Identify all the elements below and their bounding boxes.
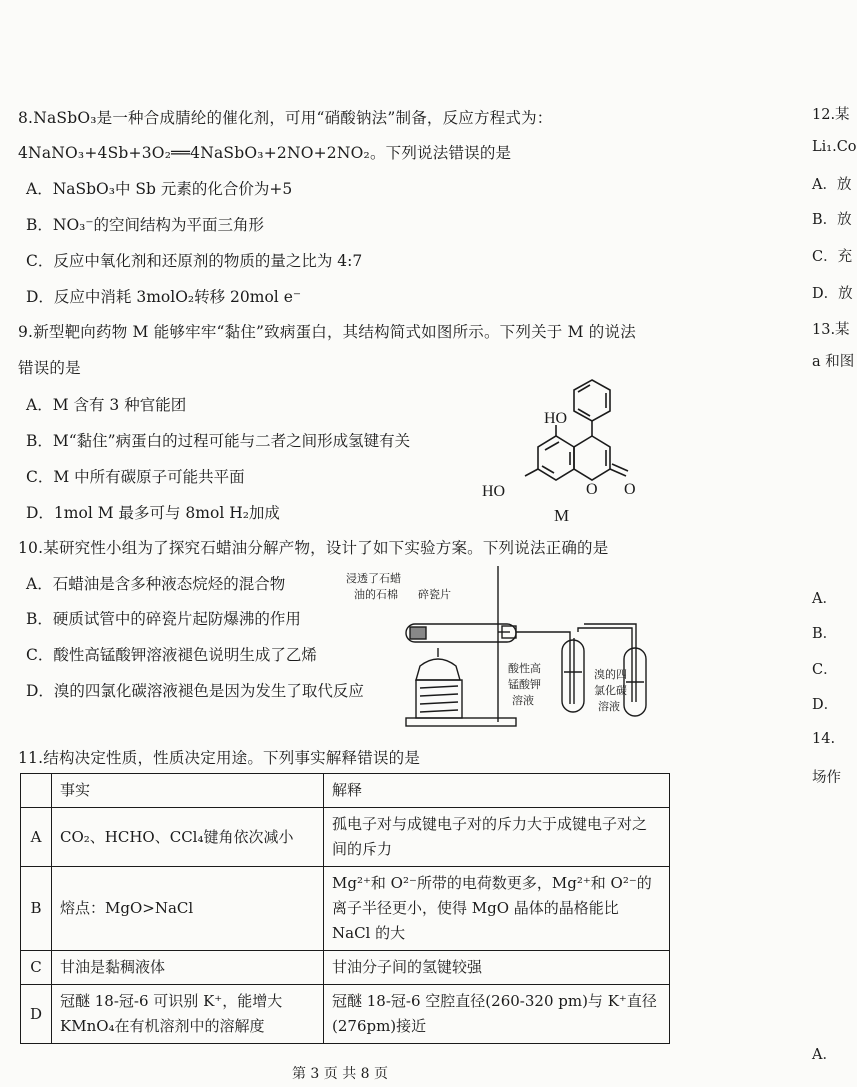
row-fact: 冠醚 18-冠-6 可识别 K⁺，能增大 KMnO₄在有机溶剂中的溶解度 bbox=[52, 985, 324, 1044]
right-fragment: a 和图 bbox=[812, 354, 855, 370]
carbonyl-oxygen-label: O bbox=[624, 481, 636, 498]
right-fragment: B．放 bbox=[812, 212, 852, 228]
right-fragment: A．放 bbox=[812, 177, 852, 193]
table-header-row bbox=[21, 774, 670, 808]
porcelain-label: 碎瓷片 bbox=[418, 588, 451, 601]
row-explain: 孤电子对与成键电子对的斥力大于成键电子对之间的斥力 bbox=[324, 808, 670, 867]
q11-stem: 11.结构决定性质，性质决定用途。下列事实解释错误的是 bbox=[18, 749, 421, 767]
q8-option-a: A．NaSbO₃中 Sb 元素的化合价为+5 bbox=[26, 180, 293, 198]
q9-option-a: A．M 含有 3 种官能团 bbox=[26, 396, 187, 414]
table-row bbox=[21, 951, 670, 985]
right-fragment: A． bbox=[812, 1047, 837, 1063]
table-row bbox=[21, 808, 670, 867]
table-row bbox=[21, 867, 670, 951]
q9-stem-line2: 错误的是 bbox=[18, 359, 81, 377]
q8-stem: 8.NaSbO₃是一种合成腈纶的催化剂，可用“硝酸钠法”制备，反应方程式为： bbox=[18, 109, 553, 127]
right-fragment: D． bbox=[812, 697, 839, 713]
q10-option-a: A．石蜡油是含多种液态烷烃的混合物 bbox=[26, 575, 286, 593]
row-fact: 甘油是黏稠液体 bbox=[52, 951, 324, 985]
right-fragment: 13.某 bbox=[812, 322, 850, 338]
q10-option-d: D．溴的四氯化碳溶液褪色是因为发生了取代反应 bbox=[26, 682, 364, 700]
paraffin-cracking-apparatus bbox=[346, 562, 668, 732]
q9-option-d: D．1mol M 最多可与 8mol H₂加成 bbox=[26, 504, 280, 522]
br2-label-3: 溶液 bbox=[598, 700, 620, 713]
q8-option-b: B．NO₃⁻的空间结构为平面三角形 bbox=[26, 216, 265, 234]
kmno4-tube bbox=[562, 640, 584, 712]
header-explain: 解释 bbox=[324, 774, 670, 808]
right-fragment: C．充 bbox=[812, 249, 853, 265]
right-fragment: 12.某 bbox=[812, 107, 850, 123]
right-fragment: Li₁.Co bbox=[812, 139, 857, 155]
header-fact: 事实 bbox=[52, 774, 324, 808]
stand-base bbox=[406, 718, 516, 726]
q8-equation: 4NaNO₃+4Sb+3O₂══4NaSbO₃+2NO+2NO₂。下列说法错误的是 bbox=[18, 144, 512, 162]
kmno4-label-1: 酸性高 bbox=[508, 662, 541, 675]
row-explain: 甘油分子间的氢键较强 bbox=[324, 951, 670, 985]
row-fact: CO₂、HCHO、CCl₄键角依次减小 bbox=[52, 808, 324, 867]
q8-option-d: D．反应中消耗 3molO₂转移 20mol e⁻ bbox=[26, 288, 302, 306]
q9-option-c: C．M 中所有碳原子可能共平面 bbox=[26, 468, 245, 486]
q10-stem: 10.某研究性小组为了探究石蜡油分解产物，设计了如下实验方案。下列说法正确的是 bbox=[18, 539, 609, 557]
br2-label-2: 氯化碳 bbox=[594, 684, 627, 697]
q9-stem-line1: 9.新型靶向药物 M 能够牢牢“黏住”致病蛋白，其结构简式如图所示。下列关于 M 的说法 bbox=[18, 323, 636, 341]
pyranone-ring bbox=[574, 436, 610, 480]
right-fragment: D．放 bbox=[812, 286, 853, 302]
q9-option-b: B．M“黏住”病蛋白的过程可能与二者之间形成氢键有关 bbox=[26, 432, 411, 450]
right-fragment: A． bbox=[812, 591, 837, 607]
header-id bbox=[21, 774, 52, 808]
right-fragment: 14. bbox=[812, 731, 836, 747]
page-number: 第 3 页 共 8 页 bbox=[291, 1066, 389, 1082]
right-fragment: 场作 bbox=[812, 770, 841, 786]
benzo-ring bbox=[538, 436, 574, 480]
molecule-m-structure bbox=[470, 368, 660, 528]
row-explain: 冠醚 18-冠-6 空腔直径(260-320 pm)与 K⁺直径(276pm)接近 bbox=[324, 985, 670, 1044]
kmno4-label-3: 溶液 bbox=[512, 694, 534, 707]
ho-bottom-label: HO bbox=[482, 483, 506, 500]
kmno4-label-2: 锰酸钾 bbox=[508, 678, 541, 691]
row-explain: Mg²⁺和 O²⁻所带的电荷数更多，Mg²⁺和 O²⁻的离子半径更小，使得 MgO 晶体的晶格能比 NaCl 的大 bbox=[324, 867, 670, 951]
row-id: A bbox=[21, 808, 52, 867]
right-fragment: B． bbox=[812, 626, 838, 642]
phenyl-ring bbox=[574, 380, 610, 421]
row-id: D bbox=[21, 985, 52, 1044]
cotton-label-1: 浸透了石蜡 bbox=[346, 572, 401, 585]
table-row bbox=[21, 985, 670, 1044]
br2-label-1: 溴的四 bbox=[594, 668, 627, 681]
facts-table bbox=[20, 773, 670, 1044]
q8-option-c: C．反应中氧化剂和还原剂的物质的量之比为 4:7 bbox=[26, 252, 363, 270]
ho-top-label: HO bbox=[544, 410, 568, 427]
row-fact: 熔点：MgO>NaCl bbox=[52, 867, 324, 951]
molecule-caption: M bbox=[554, 506, 570, 525]
q10-option-b: B．硬质试管中的碎瓷片起防爆沸的作用 bbox=[26, 610, 301, 628]
cotton-label-2: 油的石棉 bbox=[354, 588, 398, 601]
row-id: B bbox=[21, 867, 52, 951]
ring-oxygen-label: O bbox=[586, 481, 598, 498]
row-id: C bbox=[21, 951, 52, 985]
right-fragment: C． bbox=[812, 662, 838, 678]
q10-option-c: C．酸性高锰酸钾溶液褪色说明生成了乙烯 bbox=[26, 646, 317, 664]
alcohol-burner bbox=[416, 659, 460, 680]
